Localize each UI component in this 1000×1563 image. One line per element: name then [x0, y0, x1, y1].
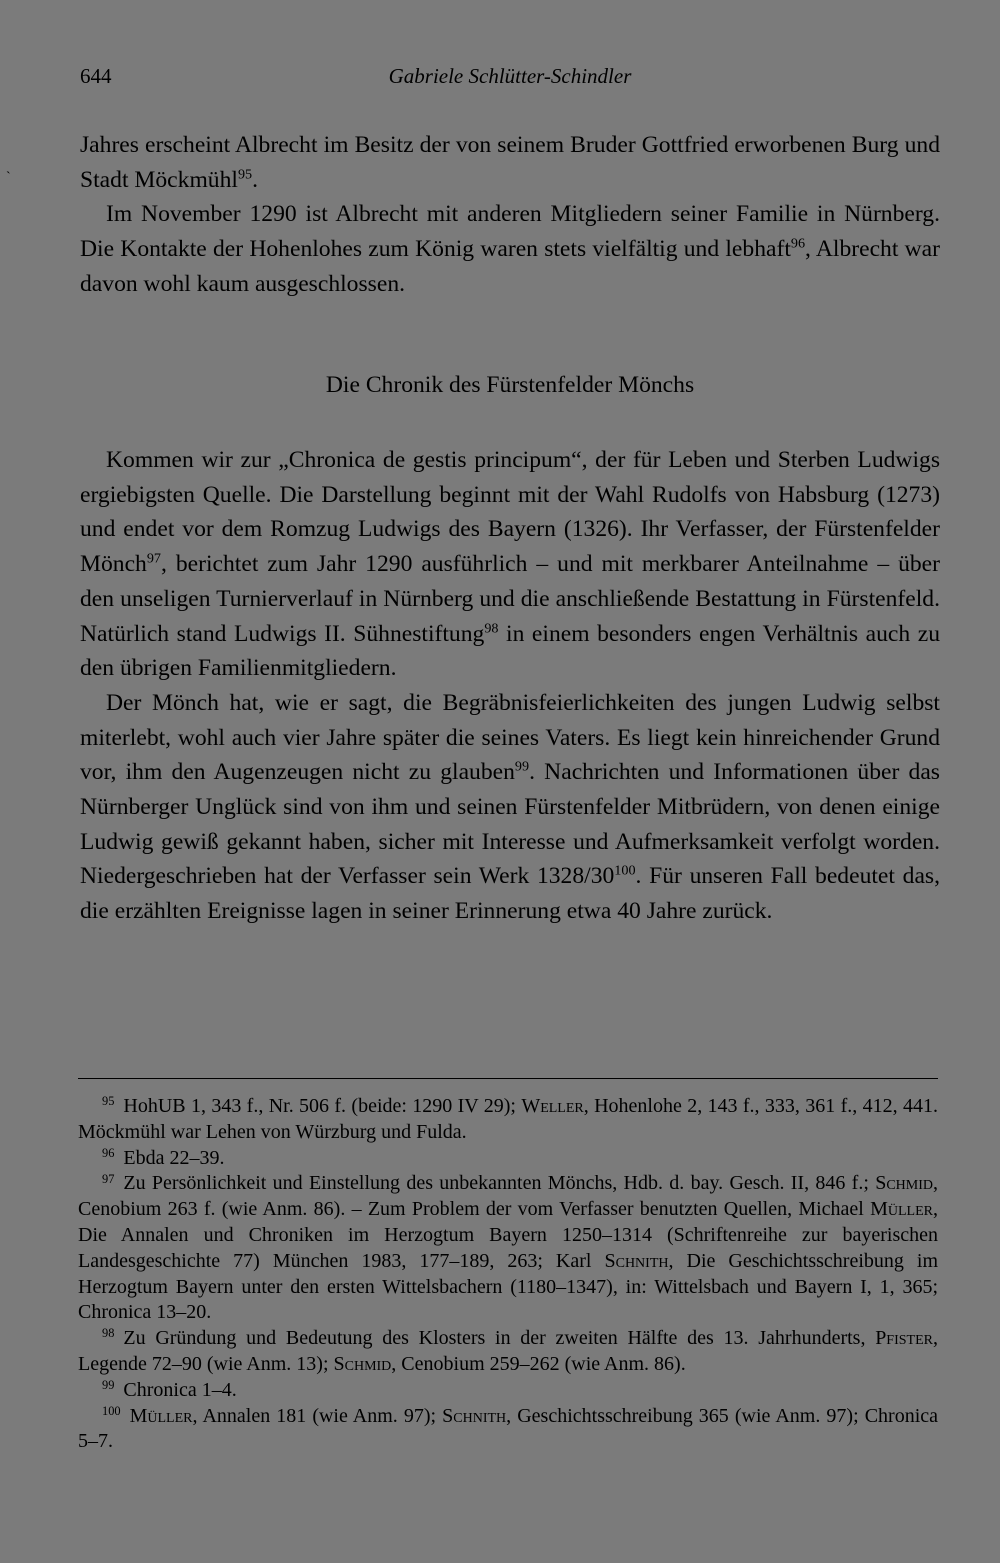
footnote-96: [78, 1146, 938, 1172]
page-header: [80, 64, 940, 98]
footnotes: [78, 1094, 938, 1455]
author-name: Schmid: [875, 1172, 933, 1195]
text-run: , Cenobium 263 f. (wie Anm. 86). – Zum Problem der vom Verfasser benutzten Quellen, Michael: [78, 1172, 938, 1221]
footnote-ref-100: 100: [614, 862, 636, 879]
footnote-ref-99: 99: [514, 758, 530, 775]
author-name: Schnith: [442, 1404, 507, 1427]
text-run: Zu Persönlichkeit und Einstellung des unbekannten Mönchs, Hdb. d. bay. Gesch. II, 846 f.;: [123, 1172, 876, 1195]
footnote-ref-97: 97: [146, 550, 161, 567]
running-head-author: Gabriele Schlütter-Schindler: [388, 64, 632, 88]
text-run: Kommen wir zur „Chronica de gestis principum“, der für Leben und Sterben Ludwigs ergiebigsten Quelle. Die Darstellung beginnt mit der Wahl Rudolfs von Habsburg (1273) und endet vor dem Romzug Ludwigs des Bayern (1326). Ihr Verfasser, der Fürstenfelder Mönch: [80, 447, 940, 578]
page-number: 644: [80, 64, 112, 88]
text-run: in einem besonders engen Verhältnis auch zu den übrigen Familienmitgliedern.: [80, 620, 940, 682]
margin-mark: `: [6, 170, 11, 185]
text-run: , Legende 72–90 (wie Anm. 13);: [78, 1327, 938, 1375]
paragraph: [80, 197, 940, 301]
footnote-number: 95: [102, 1094, 115, 1109]
text-run: Chronica 1–4.: [123, 1378, 237, 1401]
paragraph: [80, 686, 940, 929]
text-run: , berichtet zum Jahr 1290 ausführlich – und mit merkbarer Anteilnahme – über den unseligen Turnierverlauf in Nürnberg und die anschließende Bestattung in Fürstenfeld. Natürlich stand Ludwigs II. Sühnestiftung: [80, 551, 940, 647]
footnote-98: [78, 1326, 938, 1378]
footnote-number: 98: [102, 1326, 115, 1341]
text-run: Im November 1290 ist Albrecht mit anderen Mitgliedern seiner Familie in Nürnberg. Die Kontakte der Hohenlohes zum König waren stets vielfältig und lebhaft: [80, 201, 940, 263]
author-name: Weller: [521, 1095, 584, 1117]
text-run: , Annalen 181 (wie Anm. 97);: [192, 1404, 443, 1427]
footnote-number: 97: [102, 1171, 115, 1186]
text-run: . Für unseren Fall bedeutet das, die erzählten Ereignisse lagen in seiner Erinnerung etwa 40 Jahre zurück.: [80, 863, 940, 925]
text-run: , Geschichtsschreibung 365 (wie Anm. 97); Chronica 5–7.: [78, 1404, 939, 1453]
paragraph: [80, 443, 940, 686]
author-name: Schmid: [333, 1352, 392, 1375]
section-2-text: [80, 443, 940, 929]
footnote-100: [78, 1404, 938, 1456]
author-name: Müller: [129, 1404, 193, 1427]
author-name: Schnith: [604, 1249, 669, 1272]
author-name: Müller: [870, 1198, 933, 1221]
footnote-number: 96: [102, 1145, 115, 1160]
text-run: , Cenobium 259–262 (wie Anm. 86).: [391, 1352, 686, 1375]
text-run: .: [252, 166, 259, 193]
footnote-ref-95: 95: [237, 166, 253, 183]
text-run: . Nachrichten und Informationen über das Nürnberger Unglück sind von ihm und seinen Fürstenfelder Mitbrüdern, von denen einige Ludwig gewiß gekannt haben, sicher mit Interesse und Aufmerksamkeit verfolgt worden. Niedergeschrieben hat der Verfasser sein Werk 1328/30: [80, 759, 940, 890]
text-run: Ebda 22–39.: [123, 1146, 225, 1169]
text-run: Zu Gründung und Bedeutung des Klosters in der zweiten Hälfte des 13. Jahrhunderts,: [123, 1327, 876, 1350]
text-run: Der Mönch hat, wie er sagt, die Begräbnisfeierlichkeiten des jungen Ludwig selbst miterlebt, wohl auch vier Jahre später die seines Vaters. Es liegt kein hinreichender Grund vor, ihm den Augenzeugen nicht zu glauben: [80, 689, 940, 786]
footnote-97: [78, 1171, 938, 1326]
footnote-number: 100: [102, 1403, 121, 1418]
text-run: , Die Geschichtsschreibung im Herzogtum Bayern unter den ersten Wittelsbachern (1180–1347), in: Wittelsbach und Bayern I, 1, 365; Chronica 13–20.: [78, 1249, 939, 1324]
text-run: , Hohenlohe 2, 143 f., 333, 361 f., 412, 441. Möckmühl war Lehen von Würzburg und Fulda.: [78, 1095, 938, 1143]
footnote-ref-98: 98: [484, 620, 499, 637]
footnote-ref-96: 96: [790, 235, 806, 252]
text-run: , Die Annalen und Chroniken im Herzogtum Bayern 1250–1314 (Schriftenreihe zur bayerischen Landesgeschichte 77) München 1983, 177–189, 263; Karl: [78, 1198, 938, 1272]
footnote-number: 99: [102, 1377, 115, 1392]
text-run: , Albrecht war davon wohl kaum ausgeschlossen.: [80, 236, 940, 297]
section-heading: Die Chronik des Fürstenfelder Mönchs: [325, 372, 695, 398]
author-name: Pfister: [875, 1327, 933, 1350]
text-run: Jahres erscheint Albrecht im Besitz der von seinem Bruder Gottfried erworbenen Burg und Stadt Möckmühl: [80, 132, 940, 193]
footnote-99: [78, 1378, 938, 1404]
paragraph: [80, 128, 940, 197]
text-run: HohUB 1, 343 f., Nr. 506 f. (beide: 1290 IV 29);: [123, 1095, 522, 1117]
footnote-95: [78, 1094, 938, 1146]
footnote-separator: [78, 1078, 938, 1079]
section-1-text: [80, 128, 940, 302]
